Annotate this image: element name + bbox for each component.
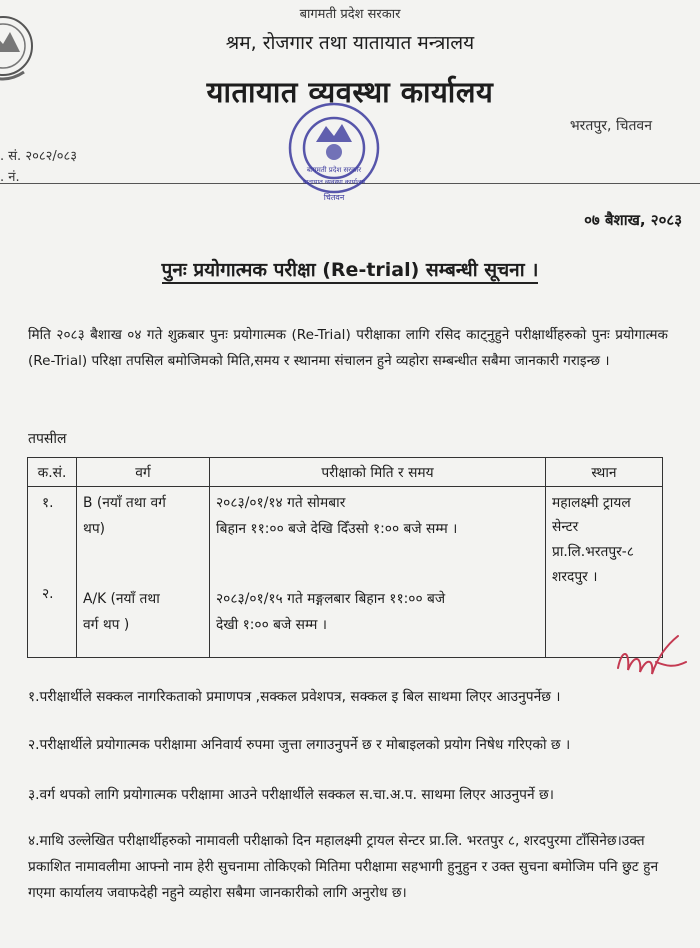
notice-title xyxy=(0,256,700,282)
stamp-text-1: बागमती प्रदेश सरकार xyxy=(306,166,362,174)
row2-serial: २. xyxy=(42,586,54,602)
row1-serial: १. xyxy=(42,495,54,511)
header-serial: क.सं. xyxy=(28,458,77,487)
venue-line-1: महालक्ष्मी ट्रायल xyxy=(552,495,631,511)
serial-cell xyxy=(28,487,77,658)
header-category: वर्ग xyxy=(77,458,210,487)
notice-title-text: पुनः प्रयोगात्मक परीक्षा (Re-trial) सम्बन्धी सूचना । xyxy=(162,259,539,284)
category-cell xyxy=(77,487,210,658)
header-venue: स्थान xyxy=(546,458,663,487)
stamp-text-2: यातायात व्यवस्था कार्यालय xyxy=(302,178,366,186)
fiscal-year-reference: . सं. २०८२/०८३ xyxy=(0,149,78,164)
schedule-table xyxy=(27,457,663,658)
signature xyxy=(612,628,692,688)
venue-line-2: सेन्टर xyxy=(552,519,579,535)
row1-date: २०८३/०१/१४ गते सोमबार xyxy=(216,495,346,511)
venue-line-4: शरदपुर । xyxy=(552,569,598,585)
stamp-text-3: चितवन xyxy=(323,193,345,202)
row1-category-line1: B (नयाँ तथा वर्ग xyxy=(83,495,166,511)
dispatch-number-reference: . नं. xyxy=(0,170,20,185)
office-stamp xyxy=(272,86,392,206)
table-header-row xyxy=(28,458,663,487)
row1-time: बिहान ११:०० बजे देखि दिँउसो १:०० बजे सम्म । xyxy=(216,521,458,537)
row2-category-line1: A/K (नयाँ तथा xyxy=(83,591,160,607)
note-2: २.परीक्षार्थीले प्रयोगात्मक परीक्षामा अनिवार्य रुपमा जुत्ता लगाउनुपर्ने छ र मोबाइलको प्रयोग निषेध गरिएको छ । xyxy=(28,737,571,753)
notice-body: मिति २०८३ बैशाख ०४ गते शुक्रबार पुनः प्रयोगात्मक (Re-Trial) परीक्षाका लागि रसिद काट्नुहुने परीक्षार्थीहरुको पुनः प्रयोगात्मक (Re-Trial) परिक्षा तपसिल बमोजिमको मिति,समय र स्थानमा संचालन हुने व्यहोरा सम्बन्धीत सबैमा जानकारी गराइन्छ । xyxy=(28,327,668,369)
row2-date: २०८३/०१/१५ गते मङ्गलबार बिहान ११:०० बजे xyxy=(216,591,446,607)
office-location: भरतपुर, चितवन xyxy=(569,118,652,134)
notice-date: ०७ बैशाख, २०८३ xyxy=(584,211,682,229)
government-name: बागमती प्रदेश सरकार xyxy=(299,7,401,22)
note-4: ४.माथि उल्लेखित परीक्षार्थीहरुको नामावली परीक्षाको दिन महालक्ष्मी ट्रायल सेन्टर प्रा.लि. भरतपुर ८, शरदपुरमा टाँसिनेछ।उक्त प्रकाशित नामावलीमा आफ्नो नाम हेरी सुचनामा तोकिएको मितिमा परीक्षामा सहभागी हुनुहुन र उक्त सुचना बमोजिम पनि छुट हुन गएमा कार्यालय जवाफदेही नहुने व्यहोरा सबैमा जानकारीको लागि अनुरोध छ। xyxy=(28,833,659,901)
table-row xyxy=(28,487,663,658)
datetime-cell xyxy=(210,487,546,658)
venue-line-3: प्रा.लि.भरतपुर-८ xyxy=(552,544,634,560)
row2-category-line2: वर्ग थप ) xyxy=(83,617,130,633)
office-name: यातायात व्यवस्था कार्यालय xyxy=(206,75,494,109)
ministry-name: श्रम, रोजगार तथा यातायात मन्त्रालय xyxy=(225,32,475,54)
row1-category-line2: थप) xyxy=(83,521,106,537)
header-datetime: परीक्षाको मिति र समय xyxy=(210,458,546,487)
schedule-label: तपसील xyxy=(28,431,67,447)
row2-time: देखी १:०० बजे सम्म । xyxy=(216,617,327,633)
note-1: १.परीक्षार्थीले सक्कल नागरिकताको प्रमाणपत्र ,सक्कल प्रवेशपत्र, सक्कल इ बिल साथमा लिएर आउनुपर्नेछ । xyxy=(28,689,561,705)
note-3: ३.वर्ग थपको लागि प्रयोगात्मक परीक्षामा आउने परीक्षार्थीले सक्कल स.चा.अ.प. साथमा लिएर आउनुपर्ने छ। xyxy=(28,787,554,803)
